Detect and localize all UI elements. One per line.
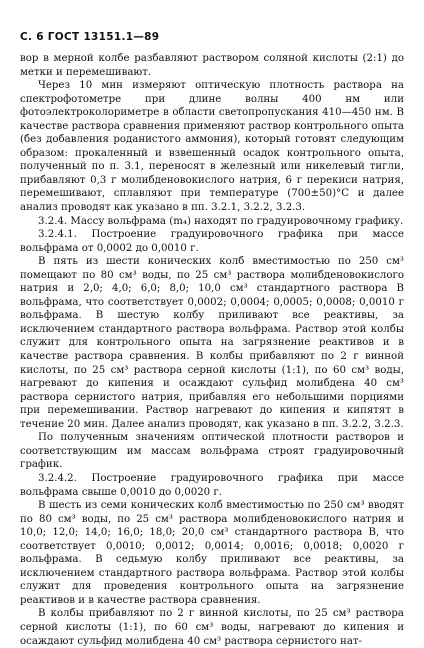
page-header: С. 6 ГОСТ 13151.1—89	[20, 31, 160, 43]
paragraph-graph-construction: По полученным значениям оптической плотности растворов и соответствующим им массам вольфрама строят градуировочный график.	[20, 432, 404, 471]
paragraph-six-flasks: В шесть из семи конических колб вместимостью по 250 см³ вводят по 80 см³ воды, по 25 см³ раствора молибденовокислого натрия и 10,0; 12,0; 14,0; 16,0; 18,0; 20,0 см³ стандартного раствора В, что соответствует 0,0010; 0,0012; 0,0014; 0,0016; 0,0018; 0,0020 г вольфрама. В седьмую колбу приливают все реактивы, за исключением стандартного раствора вольфрама. Раствор этой колбы служит для проведения контрольного опыта на загрязнение реактивов и в качестве раствора сравнения.	[20, 500, 404, 606]
paragraph-add-reagents: В колбы прибавляют по 2 г винной кислоты, по 25 см³ раствора серной кислоты (1:1), по 60 см³ воды, нагревают до кипения и осаждают сульфид молибдена 40 см³ раствора сернистого нат-	[20, 608, 404, 647]
paragraph-section-3-2-4-2: 3.2.4.2. Построение градуировочного графика при массе вольфрама свыше 0,0010 до 0,0020 г.	[20, 472, 404, 498]
paragraph-continuation: вор в мерной колбе разбавляют раствором соляной кислоты (2:1) до метки и перемешивают.	[20, 53, 404, 78]
paragraph-measurement: Через 10 мин измеряют оптическую плотность раствора на спектрофотометре при длине волны 400 нм или фотоэлектроколориметре в области светопропускания 410—450 нм. В качестве раствора сравнения применяют раствор контрольного опыта (без добавления роданистого аммония), который готовят следующим образом: прокаленный и взвешенный осадок контрольного опыта, полученный по п. 3.1, переносят в железный или никелевый тигли, прибавляют 0,3 г молибденовокислого натрия, 6 г перекиси натрия, перемешивают, сплавляют при температуре (700±50)°С и далее анализ проводят как указано в пп. 3.2.1, 3.2.2, 3.2.3.	[20, 80, 404, 214]
paragraph-five-flasks: В пять из шести конических колб вместимостью по 250 см³ помещают по 80 см³ воды, по 25 см³ раствора молибденовокислого натрия и 2,0; 4,0; 6,0; 8,0; 10,0 см³ стандартного раствора В вольфрама, что соответствует 0,0002; 0,0004; 0,0005; 0,0008; 0,0010 г вольфрама. В шестую колбу приливают все реактивы, за исключением стандартного раствора вольфрама. Раствор этой колбы служит для контрольного опыта на загрязнение реактивов и в качестве раствора сравнения. В колбы прибавляют по 2 г винной кислоты, по 25 см³ раствора серной кислоты (1:1), по 60 см³ воды, нагревают до кипения и осаждают сульфид молибдена 40 см³ раствора сернистого натрия, прибавляя его небольшими порциями при перемешивании. Раствор нагревают до кипения и кипятят в течение 20 мин. Далее анализ проводят, как указано в пп. 3.2.2, 3.2.3.	[20, 256, 404, 430]
paragraph-section-3-2-4: 3.2.4. Массу вольфрама (m₄) находят по градуировочному графику.	[38, 215, 404, 227]
paragraph-section-3-2-4-1: 3.2.4.1. Построение градуировочного графика при массе вольфрама от 0,0002 до 0,0010 г.	[20, 229, 404, 254]
